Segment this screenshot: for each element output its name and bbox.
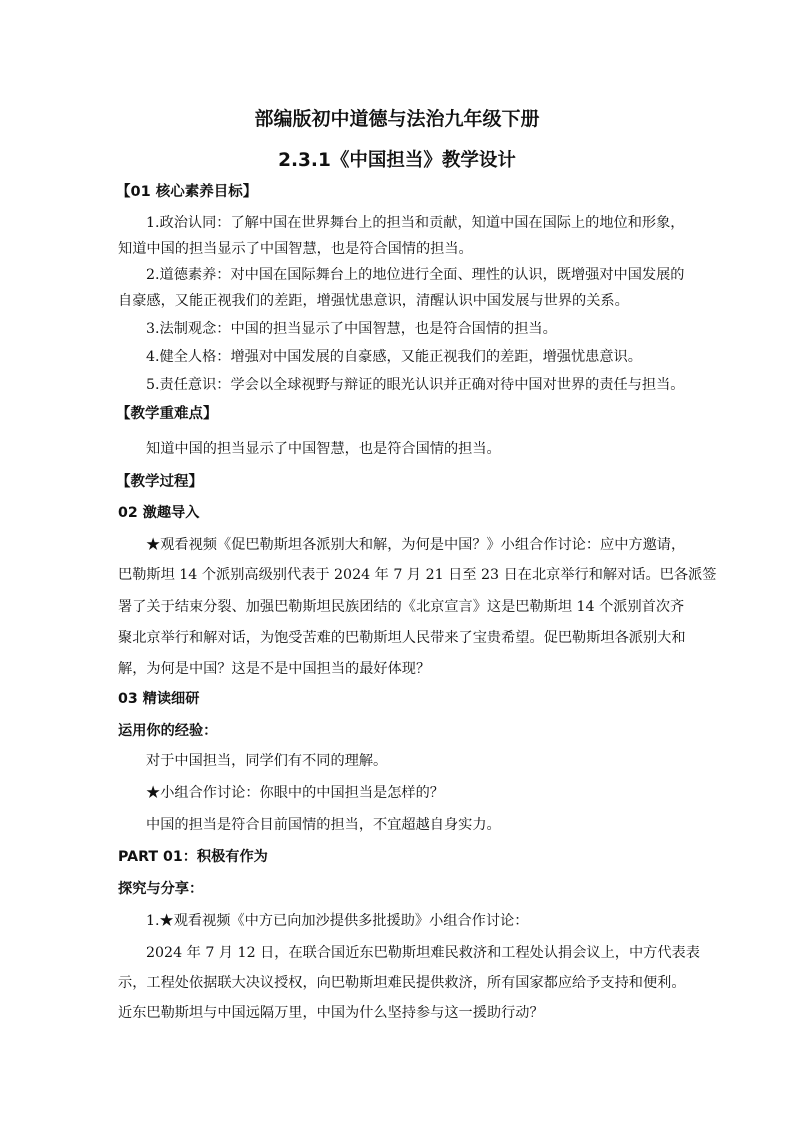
intro-line-4: 聚北京举行和解对话，为饱受苦难的巴勒斯坦人民带来了宝贵希望。促巴勒斯坦各派别大和 <box>118 630 686 646</box>
part-1-heading: PART 01：积极有作为 <box>118 849 268 865</box>
intro-line-2: 巴勒斯坦 14 个派别高级别代表于 2024 年 7 月 21 日至 23 日在北京举行和解对话。巴各派签 <box>118 567 717 583</box>
document-title: 部编版初中道德与法治九年级下册 <box>254 108 540 130</box>
experience-line-1: 对于中国担当，同学们有不同的理解。 <box>146 753 388 769</box>
intro-line-1: ★观看视频《促巴勒斯坦各派别大和解，为何是中国？》小组合作讨论：应中方邀请， <box>146 537 686 553</box>
section-heading-goals: 【01 核心素养目标】 <box>116 184 258 200</box>
subheading-close-reading: 03 精读细研 <box>118 691 200 707</box>
subheading-intro: 02 激趣导入 <box>118 505 200 521</box>
explore-line-1: 2024 年 7 月 12 日，在联合国近东巴勒斯坦难民救济和工程处认捐会议上，中方代表表 <box>146 945 700 961</box>
goal-4: 4.健全人格：增强对中国发展的自豪感，又能正视我们的差距，增强忧患意识。 <box>146 349 642 365</box>
goal-3: 3.法制观念：中国的担当显示了中国智慧，也是符合国情的担当。 <box>146 321 557 337</box>
goal-2-line-2: 自豪感，又能正视我们的差距，增强忧患意识，清醒认识中国发展与世界的关系。 <box>118 293 629 309</box>
explore-line-3: 近东巴勒斯坦与中国远隔万里，中国为什么坚持参与这一援助行动？ <box>118 1005 544 1021</box>
experience-line-2: ★小组合作讨论：你眼中的中国担当是怎样的？ <box>146 785 444 801</box>
intro-line-5: 解，为何是中国？这是不是中国担当的最好体现？ <box>118 661 431 677</box>
explore-line-2: 示，工程处依据联大决议授权，向巴勒斯坦难民提供救济，所有国家都应给予支持和便利。 <box>118 975 686 991</box>
explore-item-1: 1.★观看视频《中方已向加沙提供多批援助》小组合作讨论： <box>146 913 529 929</box>
goal-1-line-1: 1.政治认同：了解中国在世界舞台上的担当和贡献，知道中国在国际上的地位和形象， <box>146 215 685 231</box>
section-heading-key-points: 【教学重难点】 <box>116 406 218 422</box>
document-subtitle: 2.3.1《中国担当》教学设计 <box>278 150 516 171</box>
goal-5: 5.责任意识：学会以全球视野与辩证的眼光认识并正确对待中国对世界的责任与担当。 <box>146 377 685 393</box>
section-heading-process: 【教学过程】 <box>116 474 203 490</box>
intro-line-3: 署了关于结束分裂、加强巴勒斯坦民族团结的《北京宣言》这是巴勒斯坦 14 个派别首次齐 <box>118 599 685 615</box>
subheading-explore: 探究与分享： <box>118 881 204 897</box>
key-points-text: 知道中国的担当显示了中国智慧，也是符合国情的担当。 <box>146 441 501 457</box>
experience-line-3: 中国的担当是符合目前国情的担当，不宜超越自身实力。 <box>146 817 501 833</box>
goal-1-line-2: 知道中国的担当显示了中国智慧，也是符合国情的担当。 <box>118 241 473 257</box>
goal-2-line-1: 2.道德素养：对中国在国际舞台上的地位进行全面、理性的认识，既增强对中国发展的 <box>146 267 685 283</box>
subheading-experience: 运用你的经验： <box>118 723 218 739</box>
